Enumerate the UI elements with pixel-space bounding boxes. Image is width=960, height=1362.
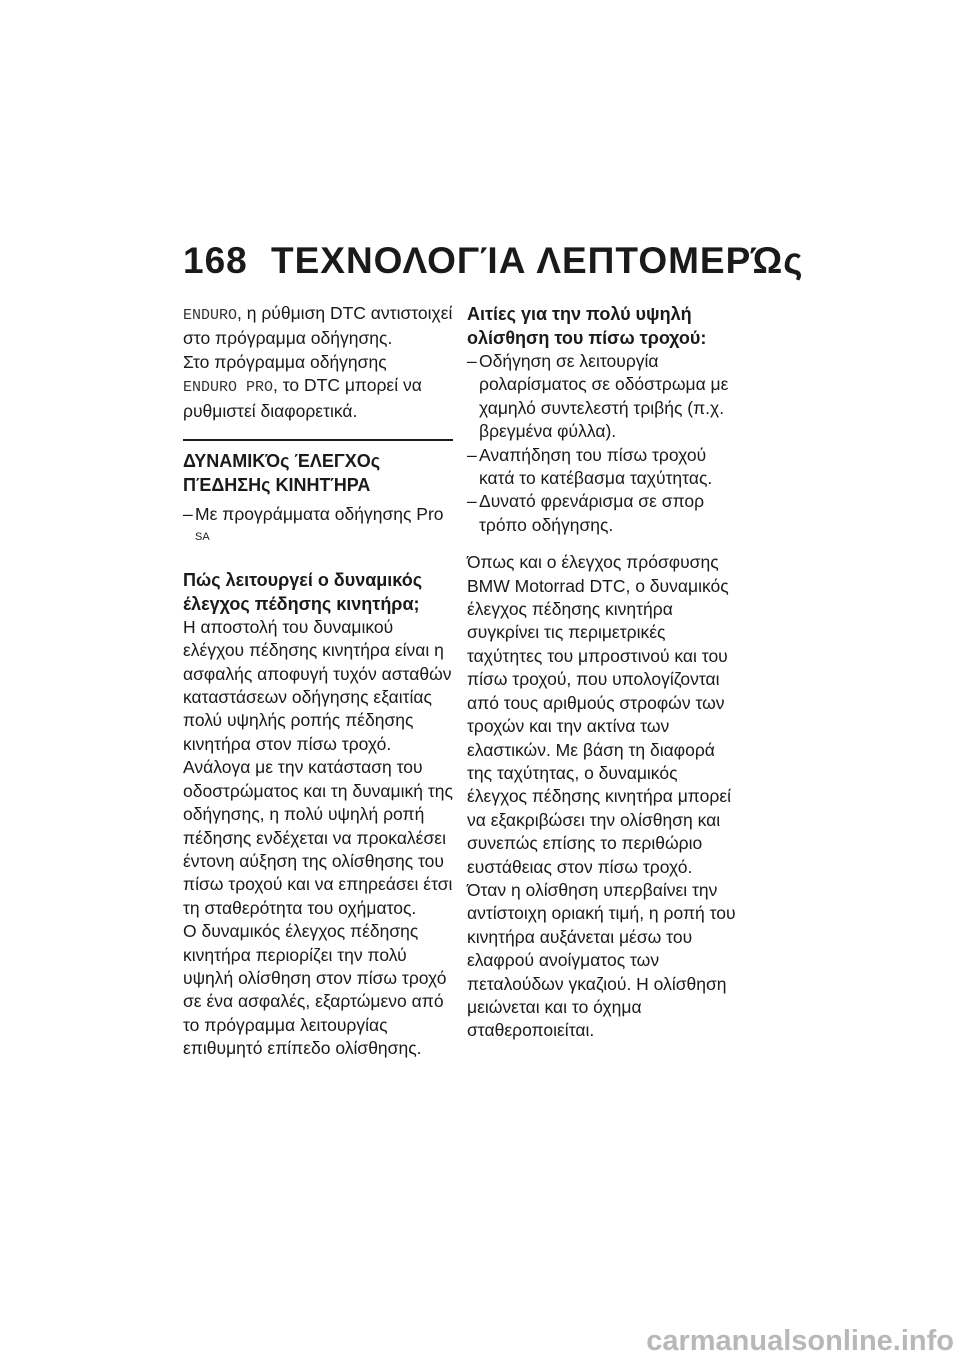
- body-paragraph-1: Όπως και ο έλεγχος πρόσφυσης BMW Motorrad DTC, ο δυναμικός έλεγχος πέδησης κινητήρα συγκρίνει τις περιμετρικές ταχύτητες του μπροστινού και του πίσω τροχού, που υπολογίζονται από τους αριθμούς στροφών των τροχών και την ακτίνα των ελαστικών. Με βάση τη διαφορά της ταχύτητας, ο δυναμικός έλεγχος πέδησης κινητήρα μπορεί να εξακριβώσει την ολίσθηση και συνεπώς επίσης το περιθώριο ευστάθειας στον πίσω τροχό.: [467, 552, 732, 877]
- section-title: ΔΥΝΑΜΙΚΌς ΈΛΕΓΧΟς ΠΈΔΗΣΗς ΚΙΝΗΤΉΡΑ: [183, 451, 381, 496]
- page-header: [183, 240, 804, 282]
- intro-paragraph-1: ENDURO, η ρύθμιση DTC αντιστοιχεί στο πρόγραμμα οδήγησης.: [183, 303, 453, 349]
- body-paragraph-2: Όταν η ολίσθηση υπερβαίνει την αντίστοιχη οριακή τιμή, η ροπή του κινητήρα αυξάνεται μέσω του ελαφρού ανοίγματος των πεταλούδων γκαζιού. Η ολίσθηση μειώνεται και το όχημα σταθεροποιείται.: [467, 879, 736, 1041]
- mode-code-enduro: ENDURO: [183, 307, 238, 324]
- cause-item: – Οδήγηση σε λειτουργία ρολαρίσματος σε οδόστρωμα με χαμηλό συντελεστή τριβής (π.χ. βρεγμένα φύλλα).: [467, 351, 729, 442]
- causes-heading: Αιτίες για την πολύ υψηλή ολίσθηση του πίσω τροχού:: [467, 304, 707, 348]
- section-rule: [183, 439, 453, 441]
- answer-paragraph-1: Η αποστολή του δυναμικού ελέγχου πέδησης κινητήρα είναι η ασφαλής αποφυγή τυχόν ασταθών καταστάσεων οδήγησης εξαιτίας πολύ υψηλής ροπής πέδησης κινητήρα στον πίσω τροχό. Ανάλογα με την κατάσταση του οδοστρώματος και τη δυναμική της οδήγησης, η πολύ υψηλή ροπή πέδησης ενδέχεται να προκαλέσει έντονη αύξηση της ολίσθησης του πίσω τροχού και να επηρεάσει έτσι τη σταθερότητα του οχήματος.: [183, 616, 453, 918]
- intro-paragraph-2: Στο πρόγραμμα οδήγησης ENDURO PRO, το DTC μπορεί να ρυθμιστεί διαφορετικά.: [183, 351, 422, 421]
- special-accessory-mark: SA: [195, 531, 210, 544]
- question-heading: Πώς λειτουργεί ο δυναμικός έλεγχος πέδησης κινητήρα;: [183, 569, 423, 614]
- cause-item: – Δυνατό φρενάρισμα σε σπορ τρόπο οδήγησης.: [467, 491, 705, 535]
- answer-paragraph-2: Ο δυναμικός έλεγχος πέδησης κινητήρα περιορίζει την πολύ υψηλή ολίσθηση στον πίσω τροχό σε ένα ασφαλές, εξαρτώμενο από το πρόγραμμα λειτουργίας επιθυμητό επίπεδο ολίσθησης.: [183, 921, 447, 1059]
- right-column: [467, 302, 737, 1043]
- cause-item: – Αναπήδηση του πίσω τροχού κατά το κατέβασμα ταχύτητας.: [467, 444, 713, 489]
- mode-code-enduro-pro: ENDURO PRO: [183, 379, 274, 397]
- bullet-dash: –: [183, 504, 193, 525]
- page-title: ΤΕΧΝΟΛΟΓΊΑ ΛΕΠΤΟΜΕΡΏς: [271, 240, 804, 281]
- page-number: 168: [183, 240, 248, 281]
- left-column: [183, 302, 453, 1061]
- prerequisite-item: – Με προγράμματα οδήγησης Pro $^{SA}$: [183, 503, 453, 554]
- watermark: carmanualsonline.info: [646, 1325, 954, 1357]
